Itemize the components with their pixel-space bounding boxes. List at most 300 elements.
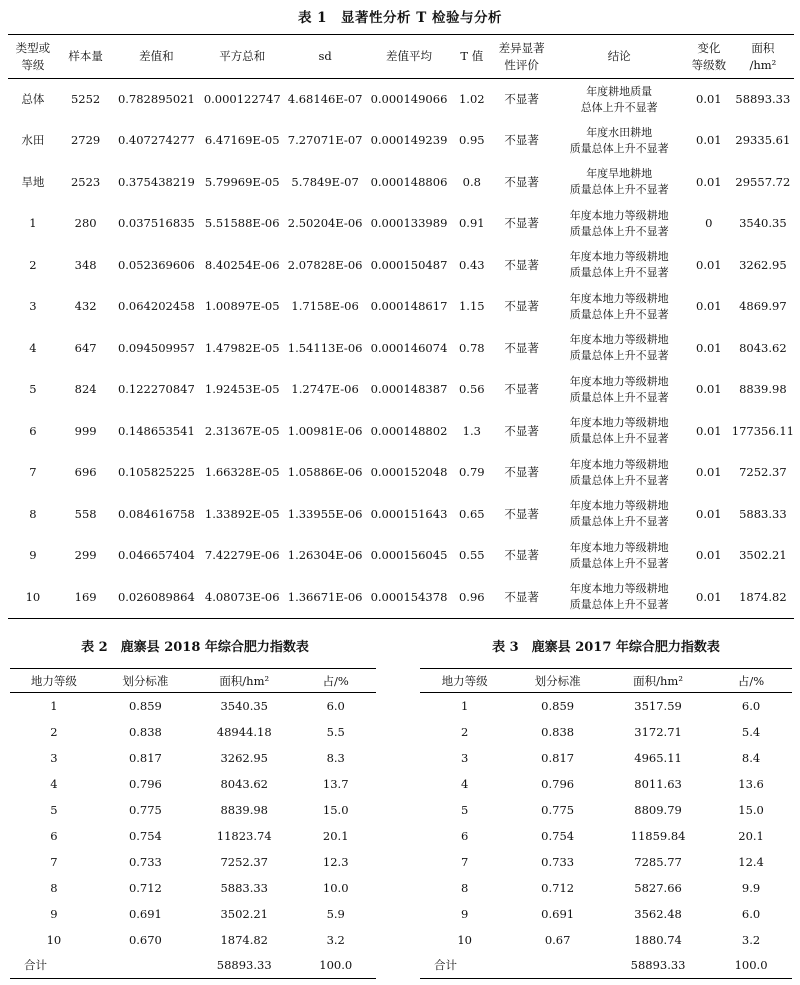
table1-cell-sum: 0.026089864 <box>117 589 195 604</box>
table-total-row <box>10 953 376 979</box>
table1-header-cell <box>365 35 453 79</box>
table1-cell-sig: 不显著 <box>504 216 539 231</box>
table1-cell-mean: 0.000146074 <box>370 340 448 355</box>
table1-header-row <box>8 35 794 79</box>
table3-header-cell: 面积/hm² <box>633 673 683 688</box>
table1-cell-type: 旱地 <box>21 174 45 189</box>
table2-cell: 5.9 <box>326 906 345 921</box>
table-row <box>10 823 376 849</box>
table3-cell: 11859.84 <box>630 828 686 843</box>
table-row <box>10 771 376 797</box>
conclusion-line-2: 质量总体上升不显著 <box>569 266 669 280</box>
table1-conclusion-cell <box>552 162 685 204</box>
conclusion-line-2: 质量总体上升不显著 <box>569 556 669 570</box>
table1-title: 表 1 显著性分析 T 检验与分析 <box>297 10 503 26</box>
table2-cell: 15.0 <box>322 802 349 817</box>
table1-cell-t: 1.3 <box>462 423 481 438</box>
table1-cell-area: 5883.33 <box>739 506 787 521</box>
table1-cell-type: 8 <box>29 506 37 521</box>
table-row <box>10 797 376 823</box>
table2-cell: 6 <box>50 828 58 843</box>
table1-cell-sq: 5.79969E-05 <box>204 174 280 189</box>
table3-header-cell: 占/% <box>737 673 765 688</box>
conclusion-line-1: 年度本地力等级耕地 <box>569 250 669 264</box>
table2-header-cell: 占/% <box>322 673 349 688</box>
table3-cell: 8.4 <box>741 750 761 765</box>
table2-cell: 7 <box>50 854 58 869</box>
table1-cell-grade: 0 <box>705 216 713 231</box>
table1-cell-area: 3262.95 <box>739 257 787 272</box>
table1-cell-t: 0.91 <box>458 216 485 231</box>
table2-cell: 0.775 <box>128 802 162 817</box>
table1-cell-sig: 不显著 <box>504 133 539 148</box>
table-row <box>8 79 794 121</box>
table-row <box>8 203 794 245</box>
table2-cell: 3 <box>50 750 58 765</box>
table1-cell-mean: 0.000149066 <box>370 92 448 106</box>
table1-cell-sig: 不显著 <box>504 465 539 480</box>
table3-cell: 3562.48 <box>634 906 682 921</box>
table2-cell: 5883.33 <box>220 880 268 895</box>
table1-cell-t: 0.79 <box>458 465 485 480</box>
table1-header-line: 变化 <box>697 40 721 55</box>
conclusion-line-1: 年度本地力等级耕地 <box>569 499 669 513</box>
table1-header-cell <box>285 35 365 79</box>
table3-cell: 4965.11 <box>634 750 682 765</box>
table1-conclusion-cell <box>552 286 685 328</box>
table-row <box>10 719 376 745</box>
table1-cell-sum: 0.375438219 <box>117 174 195 189</box>
conclusion-line-2: 质量总体上升不显著 <box>569 432 669 446</box>
table1-cell-sq: 2.31367E-05 <box>204 423 280 438</box>
table2-cell: 3.2 <box>326 932 345 947</box>
table1-cell-type: 1 <box>29 216 37 231</box>
table1-header-line: 面积 <box>751 40 775 55</box>
table2-cell: 8839.98 <box>220 802 268 817</box>
table1-cell-type: 10 <box>25 589 41 604</box>
table2-header-row <box>10 669 376 693</box>
table-row <box>8 494 794 536</box>
table-total-row <box>420 953 792 979</box>
table3-cell: 0.67 <box>544 932 571 947</box>
table1-conclusion-cell <box>552 203 685 245</box>
table1-cell-area: 29557.72 <box>735 174 791 189</box>
table1-header-line: 样本量 <box>68 49 103 63</box>
table-row <box>10 745 376 771</box>
table1-cell-sq: 1.47982E-05 <box>204 340 280 355</box>
table1-cell-sd: 7.27071E-07 <box>287 133 363 148</box>
table2-cell: 5 <box>50 802 58 817</box>
conclusion-line-1: 年度本地力等级耕地 <box>569 416 669 430</box>
table1-cell-area: 29335.61 <box>735 133 791 148</box>
table1-cell-n: 999 <box>74 423 97 438</box>
conclusion-line-2: 质量总体上升不显著 <box>569 515 669 529</box>
table1-cell-n: 169 <box>74 589 97 604</box>
table1-cell-grade: 0.01 <box>696 423 722 438</box>
table-row <box>10 901 376 927</box>
conclusion-line-1: 年度水田耕地 <box>586 125 653 139</box>
table2-cell: 6.0 <box>326 698 345 713</box>
table-row <box>8 162 794 204</box>
table3-cell: 5.4 <box>741 724 761 739</box>
table2-cell: 1 <box>50 698 58 713</box>
table2-header-cell: 划分标准 <box>122 673 169 688</box>
table2-cell: 8043.62 <box>220 776 268 791</box>
table2-cell: 5.5 <box>326 724 345 739</box>
table3-cell: 0.817 <box>541 750 575 765</box>
table3-cell: 8809.79 <box>634 802 682 817</box>
table1-header-line: 等级 <box>21 57 45 72</box>
table2-cell: 7252.37 <box>220 854 268 869</box>
table1-header-cell <box>686 35 732 79</box>
table-row <box>10 875 376 901</box>
table2-cell: 10 <box>46 932 62 947</box>
table1-conclusion-cell <box>552 535 685 577</box>
table3-cell: 0.796 <box>541 776 575 791</box>
table1-conclusion-cell <box>552 494 685 536</box>
table-row <box>8 328 794 370</box>
table1-cell-t: 0.78 <box>458 340 485 355</box>
table1-cell-n: 824 <box>74 382 97 397</box>
table1-cell-n: 299 <box>74 548 97 563</box>
total-empty <box>98 953 193 979</box>
table3-cell: 6 <box>460 828 469 843</box>
table1-conclusion-cell <box>552 328 685 370</box>
table3-cell: 6.0 <box>741 906 761 921</box>
table1-cell-mean: 0.000148617 <box>370 299 448 314</box>
table1-header-line: sd <box>318 49 332 63</box>
table2-cell: 48944.18 <box>216 724 272 739</box>
table1-cell-sig: 不显著 <box>504 423 539 438</box>
total-empty <box>509 953 606 979</box>
table-row <box>420 797 792 823</box>
total-area: 58893.33 <box>630 958 686 973</box>
table1-cell-n: 280 <box>74 216 97 231</box>
table1-cell-sd: 2.07828E-06 <box>287 257 363 272</box>
table1-cell-area: 3540.35 <box>739 216 787 231</box>
table2-cell: 0.859 <box>128 698 162 713</box>
table1-cell-sig: 不显著 <box>504 92 539 106</box>
table1-header-cell <box>552 35 685 79</box>
table2-cell: 13.7 <box>322 776 349 791</box>
table1-cell-sig: 不显著 <box>504 506 539 521</box>
table2-title: 表 2 鹿寨县 2018 年综合肥力指数表 <box>81 640 309 655</box>
table1-header-cell <box>491 35 553 79</box>
table1-conclusion-cell <box>552 120 685 162</box>
table1-cell-grade: 0.01 <box>696 174 722 189</box>
conclusion-line-2: 质量总体上升不显著 <box>569 598 669 611</box>
table2-cell: 0.817 <box>128 750 162 765</box>
table3-cell: 0.838 <box>541 724 575 739</box>
table1-cell-type: 4 <box>29 340 37 355</box>
table3-cell: 10 <box>457 932 472 947</box>
significance-t-test-table <box>8 34 794 619</box>
table1-cell-sq: 6.47169E-05 <box>204 133 280 148</box>
table1-cell-type: 7 <box>29 465 37 480</box>
table3-cell: 0.859 <box>541 698 575 713</box>
table1-header-line: 平方总和 <box>219 49 266 63</box>
table3-cell: 5 <box>460 802 469 817</box>
table2-cell: 10.0 <box>322 880 349 895</box>
table2-cell: 0.754 <box>128 828 162 843</box>
table1-cell-n: 647 <box>74 340 97 355</box>
table-row <box>10 693 376 719</box>
table1-cell-sd: 1.54113E-06 <box>287 340 363 355</box>
table1-cell-area: 4869.97 <box>739 299 787 314</box>
table1-cell-mean: 0.000133989 <box>370 216 448 231</box>
table1-cell-sd: 1.33955E-06 <box>287 506 363 521</box>
table3-cell: 3.2 <box>741 932 761 947</box>
table-row <box>8 245 794 287</box>
table1-cell-n: 348 <box>74 257 97 272</box>
table3-cell: 0.754 <box>541 828 575 843</box>
table3-cell: 0.733 <box>541 854 575 869</box>
table1-cell-area: 3502.21 <box>739 548 787 563</box>
table1-cell-type: 总体 <box>21 92 45 106</box>
table1-conclusion-cell <box>552 452 685 494</box>
table1-cell-sig: 不显著 <box>504 382 539 397</box>
table-row <box>420 719 792 745</box>
conclusion-line-1: 年度本地力等级耕地 <box>569 208 669 222</box>
table1-cell-sum: 0.407274277 <box>117 133 195 148</box>
table1-header-cell <box>113 35 199 79</box>
table-row <box>10 927 376 953</box>
table3-cell: 1880.74 <box>634 932 682 947</box>
table-row <box>420 823 792 849</box>
table1-cell-t: 0.95 <box>458 133 485 148</box>
table1-conclusion-cell <box>552 411 685 453</box>
table1-cell-type: 水田 <box>21 133 45 148</box>
table1-cell-t: 1.15 <box>458 299 485 314</box>
table1-header-cell <box>8 35 58 79</box>
table3-cell: 8 <box>460 880 469 895</box>
table1-cell-mean: 0.000148806 <box>370 174 448 189</box>
table3-cell: 2 <box>460 724 469 739</box>
table1-cell-sig: 不显著 <box>504 340 539 355</box>
table1-conclusion-cell <box>552 577 685 619</box>
table3-cell: 0.691 <box>541 906 575 921</box>
table1-cell-mean: 0.000156045 <box>370 548 448 563</box>
table1-cell-sig: 不显著 <box>504 548 539 563</box>
table1-cell-sq: 0.000122747 <box>203 92 281 106</box>
table1-cell-grade: 0.01 <box>696 382 722 397</box>
table-row <box>420 745 792 771</box>
table1-cell-mean: 0.000150487 <box>370 257 448 272</box>
table3-cell: 9.9 <box>741 880 761 895</box>
table1-header-line: T 值 <box>460 49 484 63</box>
table1-cell-sum: 0.122270847 <box>117 382 195 397</box>
table3-cell: 3 <box>460 750 469 765</box>
table1-cell-mean: 0.000149239 <box>370 133 448 148</box>
table-row <box>8 120 794 162</box>
table1-header-cell <box>453 35 491 79</box>
table1-cell-t: 0.43 <box>458 257 485 272</box>
table1-cell-n: 2523 <box>70 174 101 189</box>
table1-cell-sq: 1.92453E-05 <box>204 382 280 397</box>
conclusion-line-1: 年度本地力等级耕地 <box>569 540 669 554</box>
conclusion-line-2: 总体上升不显著 <box>580 100 658 114</box>
total-pct: 100.0 <box>734 958 768 973</box>
table-row <box>8 452 794 494</box>
table3-cell: 0.775 <box>541 802 575 817</box>
table1-cell-grade: 0.01 <box>696 257 722 272</box>
table2-cell: 3540.35 <box>220 698 268 713</box>
total-label: 合计 <box>434 958 457 973</box>
table2-cell: 0.838 <box>128 724 162 739</box>
table3-cell: 6.0 <box>741 698 761 713</box>
table1-cell-sig: 不显著 <box>504 589 539 604</box>
table2-cell: 1874.82 <box>220 932 268 947</box>
table-row <box>8 286 794 328</box>
table1-cell-grade: 0.01 <box>696 465 722 480</box>
table1-cell-type: 6 <box>29 423 37 438</box>
table1-cell-sq: 4.08073E-06 <box>204 589 280 604</box>
table1-cell-sq: 1.33892E-05 <box>204 506 280 521</box>
table1-cell-n: 558 <box>74 506 97 521</box>
table1-cell-t: 0.96 <box>458 589 485 604</box>
table3-cell: 0.712 <box>541 880 575 895</box>
table-row <box>8 577 794 619</box>
total-area: 58893.33 <box>216 958 272 973</box>
table1-cell-sum: 0.094509957 <box>117 340 195 355</box>
table3-cell: 15.0 <box>738 802 764 817</box>
conclusion-line-2: 质量总体上升不显著 <box>569 390 669 404</box>
table-row <box>420 693 792 719</box>
table1-cell-grade: 0.01 <box>696 299 722 314</box>
table2-cell: 4 <box>50 776 58 791</box>
table1-cell-area: 7252.37 <box>739 465 787 480</box>
table1-cell-sd: 1.2747E-06 <box>291 382 359 397</box>
table1-cell-area: 8043.62 <box>739 340 787 355</box>
table1-conclusion-cell <box>552 79 685 121</box>
table3-cell: 9 <box>460 906 469 921</box>
table1-header-line: 结论 <box>607 49 631 63</box>
table1-header-line: 类型或 <box>15 40 51 55</box>
table1-cell-mean: 0.000152048 <box>370 465 448 480</box>
table1-conclusion-cell <box>552 245 685 287</box>
table1-cell-sd: 1.26304E-06 <box>287 548 363 563</box>
table1-cell-n: 696 <box>74 465 97 480</box>
table1-cell-sig: 不显著 <box>504 299 539 314</box>
table1-cell-sum: 0.037516835 <box>117 216 195 231</box>
table1-cell-grade: 0.01 <box>696 589 722 604</box>
conclusion-line-2: 质量总体上升不显著 <box>569 224 669 238</box>
table1-cell-type: 3 <box>29 299 37 314</box>
table1-cell-sum: 0.782895021 <box>117 92 195 106</box>
table2-cell: 9 <box>50 906 58 921</box>
table1-header-line: /hm² <box>749 57 777 72</box>
table1-cell-sd: 5.7849E-07 <box>291 174 359 189</box>
table-row <box>420 875 792 901</box>
table3-cell: 3172.71 <box>634 724 682 739</box>
table1-cell-grade: 0.01 <box>696 506 722 521</box>
table2-cell: 3262.95 <box>220 750 268 765</box>
table3-header-cell: 划分标准 <box>534 673 581 688</box>
table1-cell-area: 177356.11 <box>731 423 794 438</box>
table1-cell-mean: 0.000151643 <box>370 506 448 521</box>
table1-cell-sq: 7.42279E-06 <box>204 548 280 563</box>
table1-header-cell <box>58 35 114 79</box>
table1-body <box>8 79 794 619</box>
total-pct: 100.0 <box>319 958 353 973</box>
table2-header-cell: 地力等级 <box>30 673 77 688</box>
conclusion-line-1: 年度本地力等级耕地 <box>569 457 669 471</box>
table-row <box>8 411 794 453</box>
table1-cell-t: 0.8 <box>462 174 481 189</box>
conclusion-line-1: 年度本地力等级耕地 <box>569 333 669 347</box>
table2-cell: 0.712 <box>128 880 162 895</box>
table1-cell-t: 0.56 <box>458 382 485 397</box>
table1-cell-sum: 0.148653541 <box>117 423 195 438</box>
table1-cell-sum: 0.052369606 <box>117 257 195 272</box>
table1-header-line: 差值和 <box>139 49 174 63</box>
table3-cell: 13.6 <box>738 776 764 791</box>
table1-header-line: 等级数 <box>691 57 727 72</box>
table1-cell-grade: 0.01 <box>696 133 722 148</box>
table1-cell-mean: 0.000148802 <box>370 423 448 438</box>
table3-cell: 8011.63 <box>634 776 682 791</box>
table3-cell: 1 <box>460 698 469 713</box>
conclusion-line-2: 质量总体上升不显著 <box>569 141 669 155</box>
table-row <box>8 369 794 411</box>
table1-cell-sum: 0.105825225 <box>117 465 195 480</box>
table1-cell-type: 5 <box>29 382 37 397</box>
conclusion-line-2: 质量总体上升不显著 <box>569 307 669 321</box>
table3-header-cell: 地力等级 <box>441 673 488 688</box>
table1-header-cell <box>732 35 794 79</box>
table-row <box>420 927 792 953</box>
table1-cell-t: 0.55 <box>458 548 485 563</box>
table1-cell-mean: 0.000154378 <box>370 589 448 604</box>
table1-cell-type: 2 <box>29 257 37 272</box>
table2-cell: 11823.74 <box>216 828 272 843</box>
conclusion-line-1: 年度本地力等级耕地 <box>569 374 669 388</box>
table1-cell-sd: 1.36671E-06 <box>287 589 363 604</box>
conclusion-line-1: 年度本地力等级耕地 <box>569 291 669 305</box>
table1-cell-sq: 1.00897E-05 <box>204 299 280 314</box>
table1-cell-t: 0.65 <box>458 506 485 521</box>
table3-cell: 7 <box>460 854 469 869</box>
table1-cell-mean: 0.000148387 <box>370 382 448 397</box>
table2-cell: 12.3 <box>322 854 349 869</box>
table3-cell: 5827.66 <box>634 880 682 895</box>
table1-cell-area: 58893.33 <box>735 92 791 106</box>
table1-cell-n: 2729 <box>70 133 101 148</box>
table3-title: 表 3 鹿寨县 2017 年综合肥力指数表 <box>492 640 720 655</box>
table1-cell-sig: 不显著 <box>504 174 539 189</box>
table1-cell-area: 1874.82 <box>739 589 787 604</box>
table2-cell: 3502.21 <box>220 906 268 921</box>
table1-cell-n: 5252 <box>70 92 101 106</box>
table3-cell: 3517.59 <box>634 698 682 713</box>
table1-cell-t: 1.02 <box>458 92 485 106</box>
table1-cell-sq: 5.51588E-06 <box>204 216 280 231</box>
fertility-index-2017-table <box>420 668 792 979</box>
table2-cell: 0.733 <box>128 854 162 869</box>
table1-header-line: 性评价 <box>504 57 539 72</box>
table1-cell-sd: 4.68146E-07 <box>287 92 363 106</box>
table2-cell: 0.670 <box>128 932 162 947</box>
table2-cell: 2 <box>50 724 58 739</box>
table1-cell-grade: 0.01 <box>696 92 722 106</box>
table2-cell: 0.796 <box>128 776 162 791</box>
conclusion-line-1: 年度耕地质量 <box>586 84 653 98</box>
table3-cell: 20.1 <box>738 828 764 843</box>
conclusion-line-1: 年度旱地耕地 <box>586 167 653 181</box>
table-row <box>10 849 376 875</box>
table2-header-cell: 面积/hm² <box>219 673 270 688</box>
table1-cell-type: 9 <box>29 548 37 563</box>
